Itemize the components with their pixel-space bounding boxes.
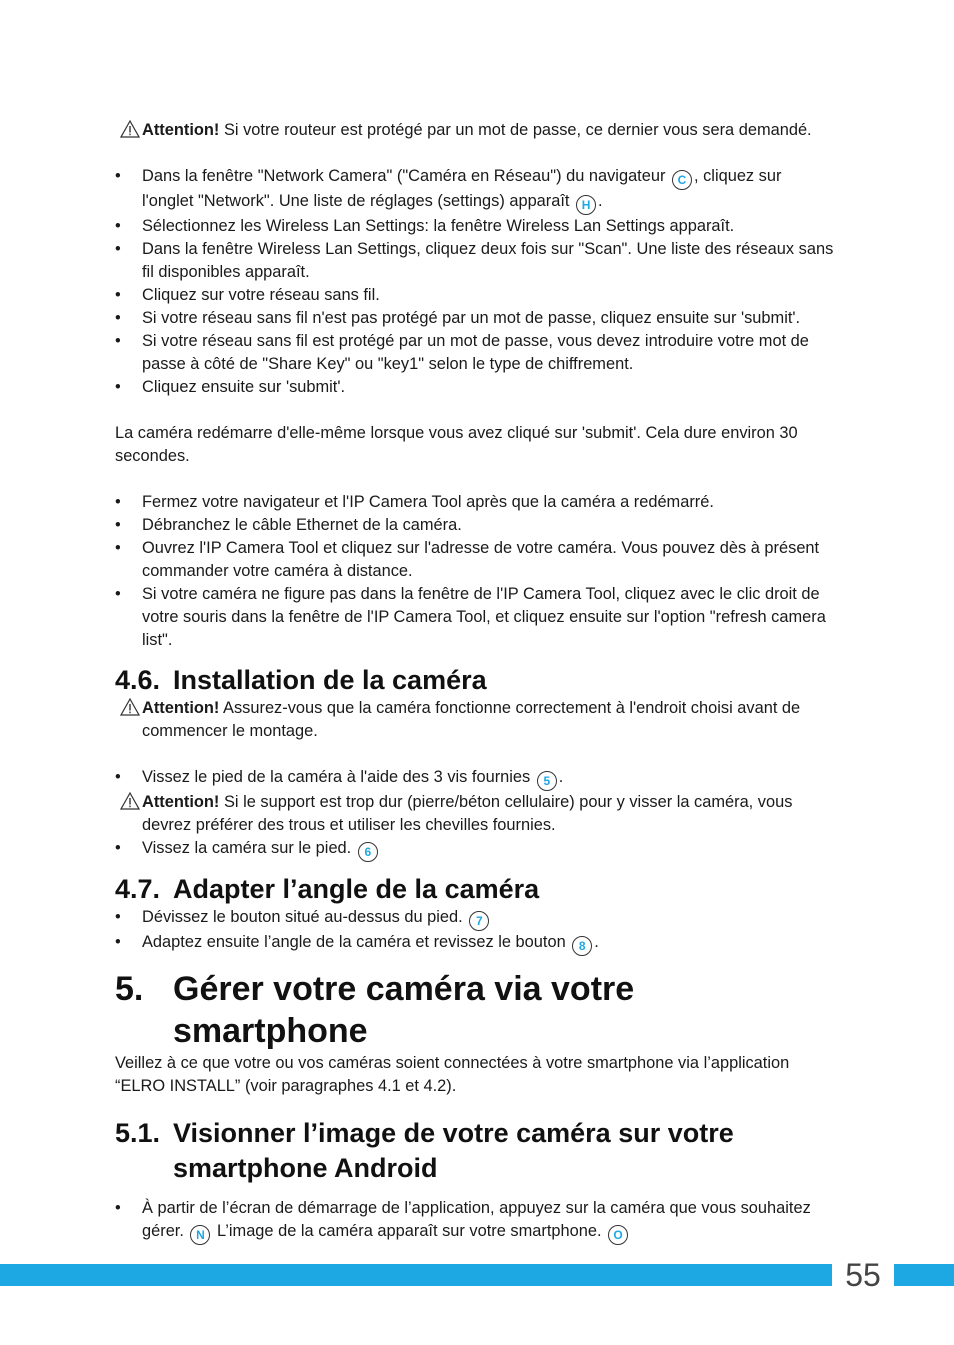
installation-list-2 (115, 837, 835, 862)
android-list (115, 1197, 835, 1245)
marker-6: 6 (358, 842, 378, 862)
list-item: • Vissez la caméra sur le pied. 6 (115, 837, 835, 862)
list-item: • Dans la fenêtre Wireless Lan Settings, cliquez deux fois sur "Scan". Une liste des réseaux sans fil disponibles apparaît. (115, 240, 834, 281)
warning-triangle-icon (120, 698, 140, 716)
warning-triangle-icon (120, 792, 140, 810)
list-item: • Cliquez sur votre réseau sans fil. (115, 286, 380, 304)
attention-label: Attention! (142, 793, 220, 811)
marker-5: 5 (537, 771, 557, 791)
list-item: • Ouvrez l'IP Camera Tool et cliquez sur l'adresse de votre caméra. Vous pouvez dès à présent commander votre caméra à distance. (115, 539, 820, 580)
heading-5: 5. Gérer votre caméra via votre smartphone (115, 970, 635, 1050)
marker-7: 7 (469, 911, 489, 931)
list-item: • Adaptez ensuite l’angle de la caméra et revissez le bouton 8 . (115, 931, 835, 956)
marker-o: O (608, 1225, 628, 1245)
attention-note (115, 119, 835, 142)
section-5-paragraph: Veillez à ce que votre ou vos caméras soient connectées à votre smartphone via l’application “ELRO INSTALL” (voir paragraphes 4.1 et 4.2). (115, 1054, 790, 1095)
attention-note: Attention! Assurez-vous que la caméra fonctionne correctement à l'endroit choisi avant de commencer le montage. (115, 697, 835, 743)
list-item: • Sélectionnez les Wireless Lan Settings: la fenêtre Wireless Lan Settings apparaît. (115, 217, 735, 235)
list-item: • Débranchez le câble Ethernet de la caméra. (115, 516, 462, 534)
reboot-paragraph: La caméra redémarre d'elle-même lorsque vous avez cliqué sur 'submit'. Cela dure environ 30 secondes. (115, 424, 798, 465)
list-item: • Si votre réseau sans fil est protégé par un mot de passe, vous devez introduire votre mot de passe à côté de "Share Key" ou "key1" selon le type de chiffrement. (115, 332, 809, 373)
heading-4-7: 4.7. Adapter l’angle de la caméra (115, 874, 540, 904)
heading-4-6: 4.6. Installation de la caméra (115, 665, 487, 695)
marker-8: 8 (572, 936, 592, 956)
list-item: • Si votre caméra ne figure pas dans la fenêtre de l'IP Camera Tool, cliquez avec le clic droit de votre souris dans la fenêtre de l'IP Camera Tool, et cliquez ensuite sur l'option "refresh camera list". (115, 585, 826, 649)
angle-list (115, 906, 835, 956)
list-item: • Si votre réseau sans fil n'est pas protégé par un mot de passe, cliquez ensuite sur 'submit'. (115, 309, 801, 327)
footer-bar (0, 1264, 954, 1286)
warning-triangle-icon (120, 120, 140, 138)
marker-n: N (190, 1225, 210, 1245)
list-item: • Cliquez ensuite sur 'submit'. (115, 378, 346, 396)
network-settings-list (115, 165, 835, 399)
heading-5-1: 5.1. Visionner l’image de votre caméra sur votre smartphone Android (115, 1118, 734, 1183)
list-item: • Dans la fenêtre "Network Camera" ("Caméra en Réseau") du navigateur C , cliquez sur l'onglet "Network". Une liste de réglages (settings) apparaît H . (115, 165, 835, 215)
attention-label: Attention! (142, 699, 220, 717)
list-item: • Vissez le pied de la caméra à l'aide des 3 vis fournies 5 . (115, 766, 835, 791)
attention-label: Attention! (142, 121, 220, 139)
attention-note: Attention! Si le support est trop dur (pierre/béton cellulaire) pour y visser la caméra, vous devrez préférer des trous et utiliser les chevilles fournies. (115, 791, 835, 837)
list-item: • Dévissez le bouton situé au-dessus du pied. 7 (115, 906, 835, 931)
marker-h: H (576, 195, 596, 215)
list-item: • À partir de l’écran de démarrage de l’application, appuyez sur la caméra que vous souhaitez gérer. N L’image de la caméra apparaît sur votre smartphone. O (115, 1197, 835, 1245)
installation-list (115, 766, 835, 791)
list-item: • Fermez votre navigateur et l'IP Camera Tool après que la caméra a redémarré. (115, 493, 714, 511)
camera-tool-list (115, 491, 835, 652)
page-number: 55 (832, 1257, 894, 1293)
attention-text: Si votre routeur est protégé par un mot de passe, ce dernier vous sera demandé. (223, 121, 812, 139)
page-content (115, 119, 835, 1245)
marker-c: C (672, 170, 692, 190)
